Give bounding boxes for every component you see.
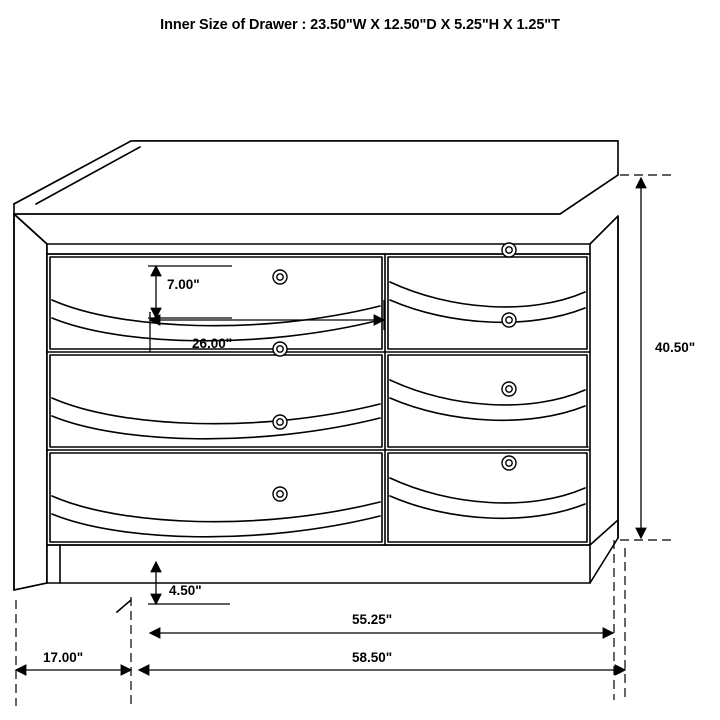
dimension-label-overall-width: 58.50" [352,650,393,665]
dimension-label-leg-clearance-height: 4.50" [169,583,202,598]
dimension-label-depth: 17.00" [43,650,84,665]
dimension-label-drawer-width: 26.00" [192,336,233,351]
dimension-label-drawer-height: 7.00" [167,277,200,292]
dimension-label-front-width: 55.25" [352,612,393,627]
dimension-label-total-height: 40.50" [655,340,696,355]
page-title: Inner Size of Drawer : 23.50"W X 12.50"D X 5.25"H X 1.25"T [160,17,560,33]
